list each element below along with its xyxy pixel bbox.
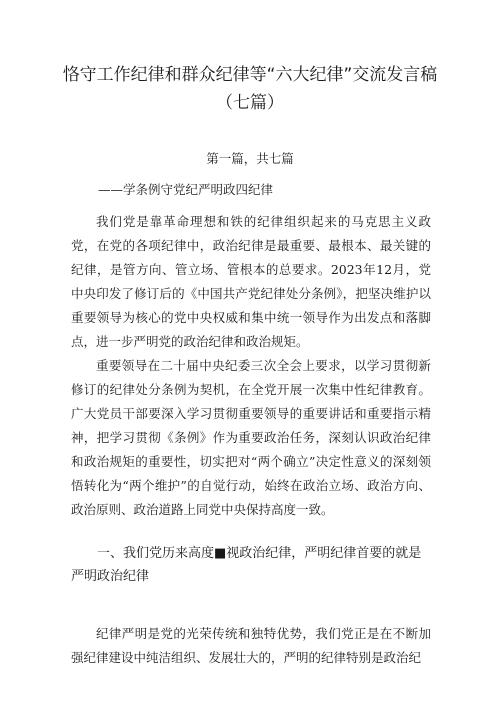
- document-title: 恪守工作纪律和群众纪律等“六大纪律”交流发言稿: [62, 65, 438, 85]
- document-title-count: （七篇）: [216, 93, 284, 113]
- paragraph: 我们党是靠革命理想和铁的纪律组织起来的马克思主义政党，在党的各项纪律中，政治纪律是最重要、最根本、最关键的纪律，是管方向、管立场、管根本的总要求。2023年12月，党中央印发了修订后的《中国共产党纪律处分条例》，把坚决维护以重要领导为核心的党中央权威和集中统一领导作为出发点和落脚点，进一步严明党的政治纪律和政治规矩。: [71, 214, 431, 349]
- subtitle: ——学条例守党纪严明政四纪律: [98, 182, 274, 197]
- chapter-label: 第一篇，共七篇: [206, 151, 294, 166]
- paragraph: 重要领导在二十届中央纪委三次全会上要求，以学习贯彻新修订的纪律处分条例为契机，在全党开展一次集中性纪律教育。广大党员干部要深入学习贯彻重要领导的重要讲话和重要指示精神，把学习贯彻《条例》作为重要政治任务，深刻认识政治纪律和政治规矩的重要性，切实把对“两个确立”决定性意义的深刻领悟转化为“两个维护”的自觉行动，始终在政治立场、政治方向、政治原则、政治道路上同党中央保持高度一致。: [71, 358, 431, 517]
- paragraph: 纪律严明是党的光荣传统和独特优势，我们党正是在不断加强纪律建设中纯洁组织、发展壮大的，严明的纪律特别是政治纪: [71, 626, 431, 665]
- section-heading: 一、我们党历来高度■视政治纪律，严明纪律首要的就是严明政治纪律: [71, 546, 422, 584]
